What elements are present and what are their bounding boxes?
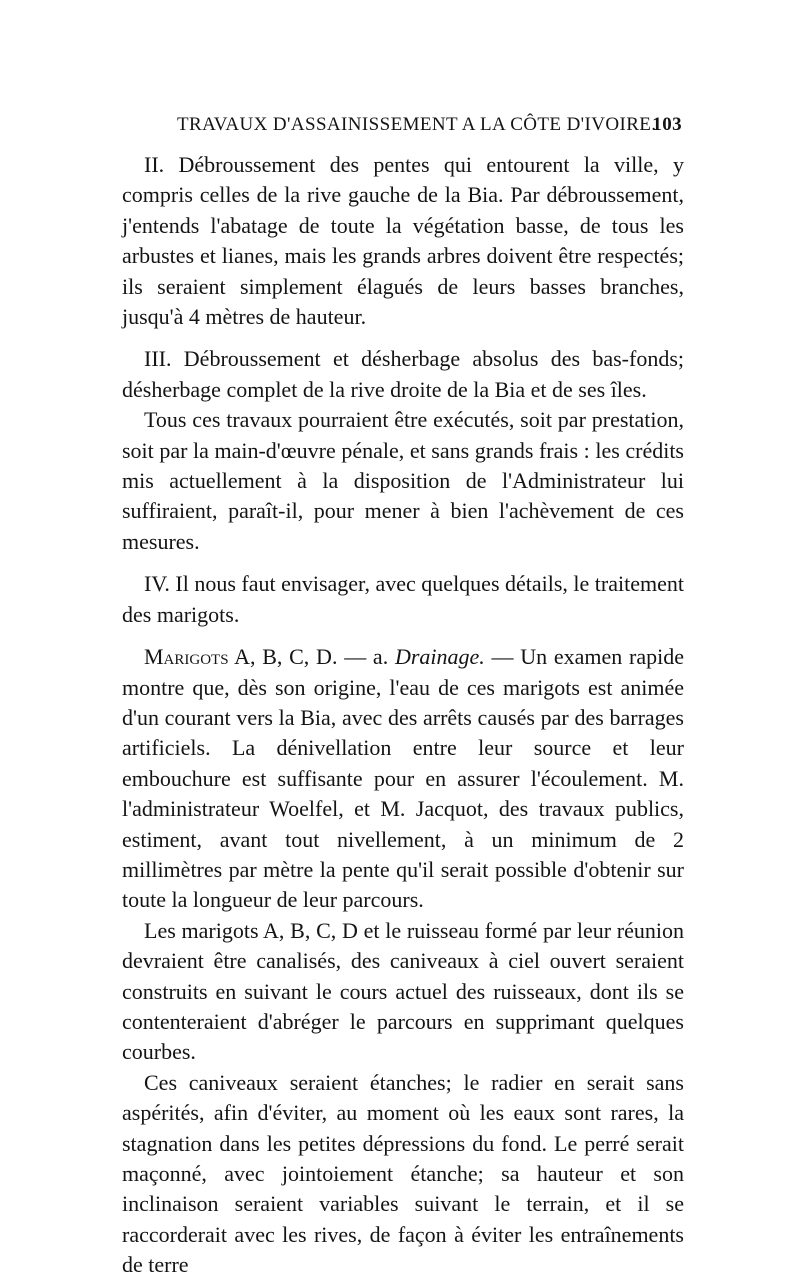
body-text [122, 150, 684, 1281]
section-body: — Un examen rapide montre que, dès son origine, l'eau de ces marigots est animée d'un courant vers la Bia, avec des arrêts causés par des barrages artificiels. La dénivellation entre leur source et leur embouchure est suffisante pour en assurer l'écoulement. M. l'administrateur Woelfel, et M. Jacquot, des travaux publics, estiment, avant tout nivellement, à un minimum de 2 millimètres par mètre la pente qu'il serait possible d'obtenir sur toute la longueur de leur parcours. [122, 644, 685, 913]
paragraph-marigots-intro: IV. Il nous faut envisager, avec quelques détails, le traitement des marigots. [122, 571, 684, 627]
page-number: 103 [652, 114, 682, 135]
section-dash: — a. [337, 644, 395, 670]
paragraph-canalisation: Les marigots A, B, C, D et le ruisseau formé par leur réunion devraient être canalisés, des caniveaux à ciel ouvert seraient construits en suivant le cours actuel des ruisseaux, dont ils se contenteraient d'abréger le parcours en supprimant quelques courbes. [122, 917, 684, 1065]
paragraph-caniveaux: Ces caniveaux seraient étanches; le radier en serait sans aspérités, afin d'éviter, au moment où les eaux sont rares, la stagnation dans les petites dépressions du fond. Le perré serait maçonné, avec jointoiement étanche; sa hauteur et son inclinaison seraient variables suivant le terrain, et il se raccorderait avec les rives, de façon à éviter les entraînements de terre [122, 1069, 684, 1278]
paragraph-debroussement-bas-fonds: III. Débroussement et désherbage absolus des bas-fonds; désherbage complet de la rive droite de la Bia et de ses îles. [122, 346, 684, 402]
paragraph-marigots-drainage [122, 642, 684, 916]
page-header [122, 114, 684, 144]
paragraph-debroussement-pentes: II. Débroussement des pentes qui entourent la ville, y compris celles de la rive gauche de la Bia. Par débroussement, j'entends l'abatage de toute la végétation basse, de tous les arbustes et lianes, mais les grands arbres doivent être respectés; ils seraient simplement élagués de leurs basses branches, jusqu'à 4 mètres de hauteur. [122, 152, 684, 330]
section-lead: Marigots A, B, C, D. [144, 644, 338, 670]
paragraph-travaux-execution: Tous ces travaux pourraient être exécutés, soit par prestation, soit par la main-d'œuvre pénale, et sans grands frais : les crédits mis actuellement à la disposition de l'Administrateur lui suffiraient, paraît-il, pour mener à bien l'achèvement de ces mesures. [122, 407, 684, 554]
section-italic-heading: Drainage. [394, 644, 485, 670]
running-title: TRAVAUX D'ASSAINISSEMENT A LA CÔTE D'IVOIRE. [177, 114, 657, 135]
